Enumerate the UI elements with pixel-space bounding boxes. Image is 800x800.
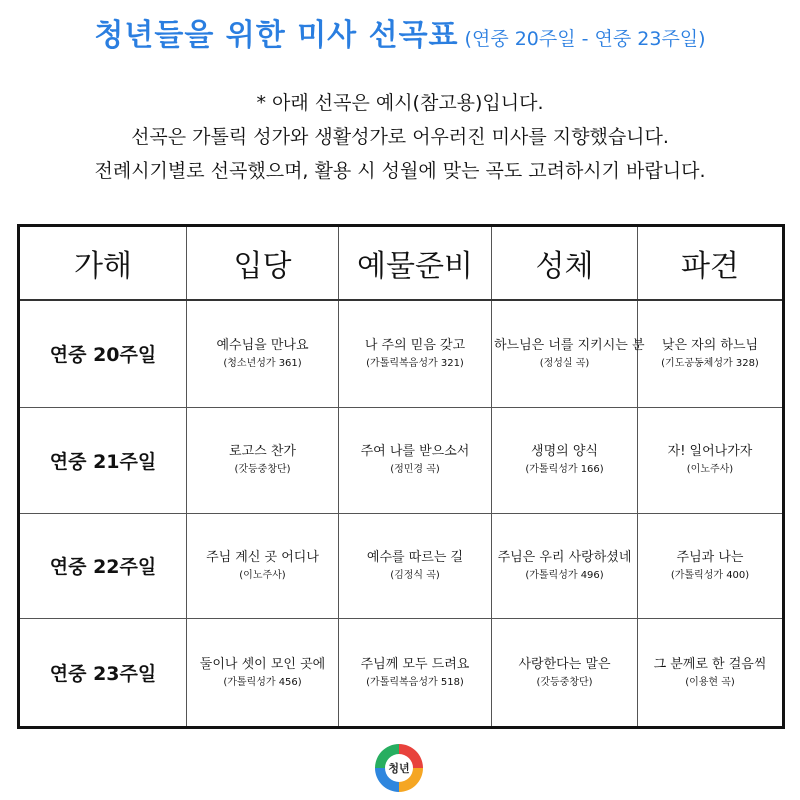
song-cell <box>339 300 492 407</box>
table-row <box>19 513 784 619</box>
song-title: 예수님을 만나요 <box>216 337 309 353</box>
table-header-row <box>19 226 784 301</box>
song-cell <box>187 619 339 728</box>
song-source: (정민경 곡) <box>390 464 440 476</box>
song-cell <box>339 619 492 728</box>
song-cell <box>638 513 784 619</box>
song-title: 예수를 따르는 길 <box>366 549 464 565</box>
note-line: 선곡은 가톨릭 성가와 생활성가로 어우러진 미사를 지향했습니다. <box>131 126 669 148</box>
song-cell <box>638 407 784 513</box>
youth-logo-icon <box>373 742 425 794</box>
song-title: 주님과 나는 <box>676 549 744 565</box>
song-source: (갓등중창단) <box>536 676 593 688</box>
song-source: (이노주사) <box>239 569 286 581</box>
song-cell <box>187 407 339 513</box>
song-title: 주님은 우리 사랑하셨네 <box>497 549 632 565</box>
song-title: 로고스 찬가 <box>229 444 296 460</box>
song-source: (가톨릭성가 496) <box>525 569 604 581</box>
song-cell <box>339 513 492 619</box>
title-subtitle: (연중 20주일 - 연중 23주일) <box>464 28 706 50</box>
header-offertory: 예물준비 <box>339 226 492 301</box>
table-row <box>19 407 784 513</box>
song-cell <box>492 300 645 407</box>
song-source: (이노주사) <box>686 464 734 476</box>
song-title: 낮은 자의 하느님 <box>661 337 759 353</box>
song-source: (이용현 곡) <box>685 676 735 688</box>
header-communion: 성체 <box>492 226 638 301</box>
page-title <box>0 10 800 54</box>
hymn-table <box>17 224 785 729</box>
song-cell <box>492 513 638 619</box>
song-cell <box>492 407 638 513</box>
note-line: 전례시기별로 선곡했으며, 활용 시 성월에 맞는 곡도 고려하시기 바랍니다. <box>94 160 706 182</box>
song-cell <box>339 407 492 513</box>
song-title: 주님 계신 곳 어디나 <box>206 549 319 565</box>
song-cell <box>492 619 638 728</box>
song-source: (기도공동체성가 328) <box>661 357 759 369</box>
title-main: 청년들을 위한 미사 선곡표 <box>94 18 459 53</box>
song-source: (정성실 곡) <box>539 357 590 369</box>
song-source: (가톨릭성가 166) <box>525 464 604 476</box>
logo-text: 청년 <box>388 762 410 775</box>
week-label: 연중 20주일 <box>19 300 187 407</box>
song-source: (가톨릭복음성가 518) <box>366 676 464 688</box>
song-source: (김정식 곡) <box>390 569 440 581</box>
header-entrance: 입당 <box>187 226 339 301</box>
table-row <box>19 300 784 407</box>
header-dismissal: 파견 <box>638 226 784 301</box>
notes-block <box>0 86 800 188</box>
song-title: 그 분께로 한 걸음씩 <box>653 656 767 672</box>
song-title: 사랑한다는 말은 <box>518 656 611 672</box>
song-source: (가톨릭복음성가 321) <box>366 357 464 369</box>
song-title: 나 주의 믿음 갖고 <box>364 337 466 353</box>
song-source: (청소년성가 361) <box>223 357 302 369</box>
song-source: (가톨릭성가 456) <box>223 676 302 688</box>
week-label: 연중 21주일 <box>19 407 187 513</box>
header-cycle: 가해 <box>19 226 187 301</box>
week-label: 연중 22주일 <box>19 513 187 619</box>
song-title: 주님께 모두 드려요 <box>360 656 470 672</box>
song-cell <box>187 300 339 407</box>
song-title: 생명의 양식 <box>531 444 598 460</box>
song-source: (갓등중창단) <box>234 464 291 476</box>
note-line: * 아래 선곡은 예시(참고용)입니다. <box>256 92 544 114</box>
song-cell <box>187 513 339 619</box>
song-source: (가톨릭성가 400) <box>670 569 750 581</box>
song-cell <box>638 300 784 407</box>
table-row <box>19 619 784 728</box>
song-title: 둘이나 셋이 모인 곳에 <box>199 656 326 672</box>
song-title: 하느님은 너를 지키시는 분 <box>494 337 645 353</box>
song-title: 주여 나를 받으소서 <box>360 444 470 460</box>
song-cell <box>638 619 784 728</box>
song-title: 자! 일어나가자 <box>667 444 753 460</box>
week-label: 연중 23주일 <box>19 619 187 728</box>
